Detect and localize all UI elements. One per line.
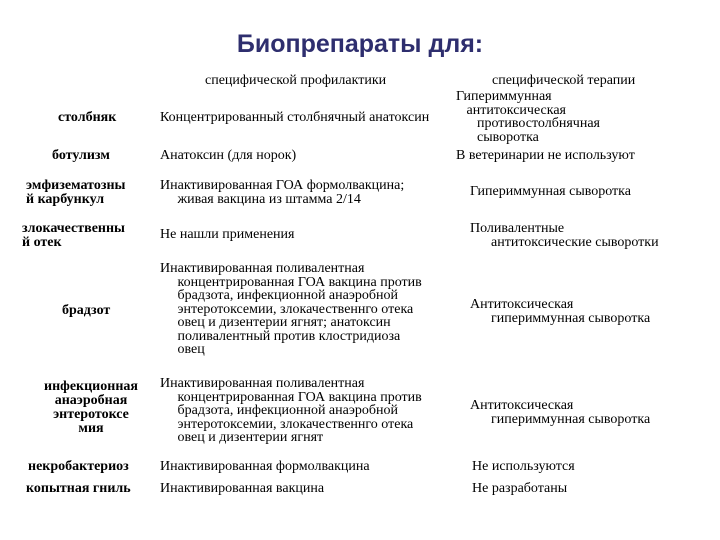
disease-botulism: ботулизм xyxy=(52,148,110,163)
therapy-enterotoxemia: Антитоксическая гипериммунная сыворотка xyxy=(470,398,651,427)
prophylaxis-braxy: Инактивированная поливалентная концентрированная ГОА вакцина против брадзота, инфекционной анаэробной энтеротоксемии, злокачественнго отека овец и дизентерии ягнят; анатоксин поливалентный против клостридиоза овец xyxy=(160,261,422,357)
therapy-blackleg: Гипериммунная сыворотка xyxy=(470,184,631,199)
prophylaxis-foot-rot: Инактивированная вакцина xyxy=(160,481,325,496)
disease-tetanus: столбняк xyxy=(58,110,117,125)
disease-enterotoxemia: инфекционная анаэробная энтеротоксе мия xyxy=(44,379,138,436)
header-prophylaxis: специфической профилактики xyxy=(205,73,387,88)
therapy-malignant-edema: Поливалентные антитоксические сыворотки xyxy=(470,221,659,250)
disease-foot-rot: копытная гниль xyxy=(26,481,131,496)
prophylaxis-blackleg: Инактивированная ГОА формолвакцина; живая вакцина из штамма 2/14 xyxy=(160,178,405,207)
therapy-braxy: Антитоксическая гипериммунная сыворотка xyxy=(470,297,651,326)
prophylaxis-tetanus: Концентрированный столбнячный анатоксин xyxy=(160,110,430,125)
therapy-botulism: В ветеринарии не используют xyxy=(456,148,635,163)
prophylaxis-necrobacillosis: Инактивированная формолвакцина xyxy=(160,459,370,474)
therapy-tetanus: Гипериммунная антитоксическая противостолбнячная сыворотка xyxy=(456,89,600,145)
disease-necrobacillosis: некробактериоз xyxy=(28,459,129,474)
page-title: Биопрепараты для: xyxy=(236,30,484,58)
disease-malignant-edema: злокачественны й отек xyxy=(22,221,125,250)
disease-braxy: брадзот xyxy=(62,303,111,318)
therapy-necrobacillosis: Не используются xyxy=(472,459,575,474)
header-therapy: специфической терапии xyxy=(492,73,636,88)
prophylaxis-botulism: Анатоксин (для норок) xyxy=(160,148,297,163)
prophylaxis-malignant-edema: Не нашли применения xyxy=(160,227,295,242)
prophylaxis-enterotoxemia: Инактивированная поливалентная концентрированная ГОА вакцина против брадзота, инфекционной анаэробной энтеротоксемии, злокачественнго отека овец и дизентерии ягнят xyxy=(160,376,422,445)
disease-blackleg: эмфизематозны й карбункул xyxy=(26,178,126,207)
therapy-foot-rot: Не разработаны xyxy=(472,481,568,496)
